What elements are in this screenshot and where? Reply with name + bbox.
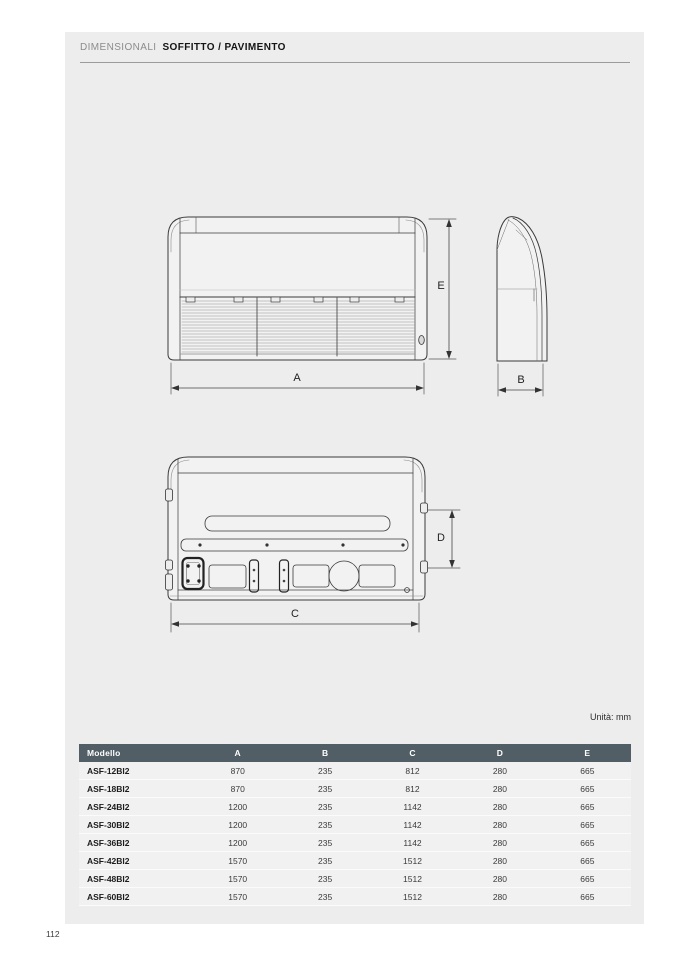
value-cell: 280	[492, 783, 508, 794]
page-number: 112	[46, 929, 60, 939]
table-body	[79, 762, 631, 906]
table-row	[79, 780, 631, 798]
model-cell: ASF-36BI2	[87, 837, 130, 848]
value-cell: 665	[580, 783, 595, 794]
model-cell: ASF-42BI2	[87, 855, 130, 866]
table-row	[79, 852, 631, 870]
table-row	[79, 762, 631, 780]
value-cell: 665	[580, 801, 595, 812]
table-row	[79, 816, 631, 834]
value-cell: 280	[492, 891, 508, 902]
value-cell: 1570	[228, 855, 248, 866]
model-cell: ASF-30BI2	[87, 819, 130, 830]
value-cell: 235	[318, 837, 333, 848]
model-cell: ASF-60BI2	[87, 891, 130, 902]
dim-label-e: E	[437, 280, 445, 292]
value-cell: 1512	[403, 855, 422, 866]
value-cell: 812	[405, 765, 420, 776]
value-cell: 235	[318, 801, 333, 812]
value-cell: 1570	[228, 873, 248, 884]
value-cell: 1570	[228, 891, 248, 902]
page-title: SOFFITTO / PAVIMENTO	[162, 42, 286, 53]
model-cell: ASF-48BI2	[87, 873, 130, 884]
value-cell: 280	[492, 765, 508, 776]
value-cell: 235	[318, 873, 333, 884]
value-cell: 1512	[403, 873, 422, 884]
value-cell: 812	[405, 783, 420, 794]
model-cell: ASF-24BI2	[87, 801, 130, 812]
dim-label-a: A	[293, 372, 301, 384]
value-cell: 665	[580, 873, 595, 884]
column-header-d: D	[496, 748, 504, 758]
dim-label-b: B	[517, 374, 525, 386]
dimensions-table	[79, 744, 631, 906]
value-cell: 235	[318, 783, 333, 794]
value-cell: 1142	[403, 801, 422, 812]
value-cell: 1142	[403, 819, 422, 830]
value-cell: 235	[318, 855, 333, 866]
value-cell: 235	[318, 891, 333, 902]
model-cell: ASF-18BI2	[87, 783, 130, 794]
model-cell: ASF-12BI2	[87, 765, 130, 776]
section-label: DIMENSIONALI	[80, 42, 157, 53]
value-cell: 280	[492, 873, 508, 884]
dim-label-d: D	[437, 532, 445, 544]
value-cell: 665	[580, 819, 595, 830]
column-header-e: E	[584, 748, 591, 758]
value-cell: 235	[318, 819, 333, 830]
value-cell: 1142	[403, 837, 422, 848]
value-cell: 870	[230, 783, 245, 794]
dim-label-c: C	[291, 608, 299, 620]
section-header	[80, 42, 630, 63]
table-row	[79, 888, 631, 906]
value-cell: 280	[492, 801, 508, 812]
table-row	[79, 834, 631, 852]
value-cell: 665	[580, 855, 595, 866]
column-header-b: B	[321, 748, 329, 758]
column-header-modello: Modello	[87, 748, 121, 758]
value-cell: 870	[230, 765, 245, 776]
value-cell: 665	[580, 837, 595, 848]
table-row	[79, 798, 631, 816]
table-row	[79, 870, 631, 888]
value-cell: 1200	[228, 801, 248, 812]
table-header-row	[79, 744, 631, 762]
column-header-a: A	[234, 748, 241, 758]
value-cell: 280	[492, 819, 508, 830]
value-cell: 280	[492, 855, 508, 866]
value-cell: 235	[318, 765, 333, 776]
value-cell: 280	[492, 837, 508, 848]
value-cell: 1200	[228, 819, 248, 830]
value-cell: 1512	[403, 891, 422, 902]
value-cell: 665	[580, 765, 595, 776]
value-cell: 665	[580, 891, 595, 902]
column-header-c: C	[409, 748, 416, 758]
units-note: Unità: mm	[589, 712, 631, 722]
value-cell: 1200	[228, 837, 248, 848]
